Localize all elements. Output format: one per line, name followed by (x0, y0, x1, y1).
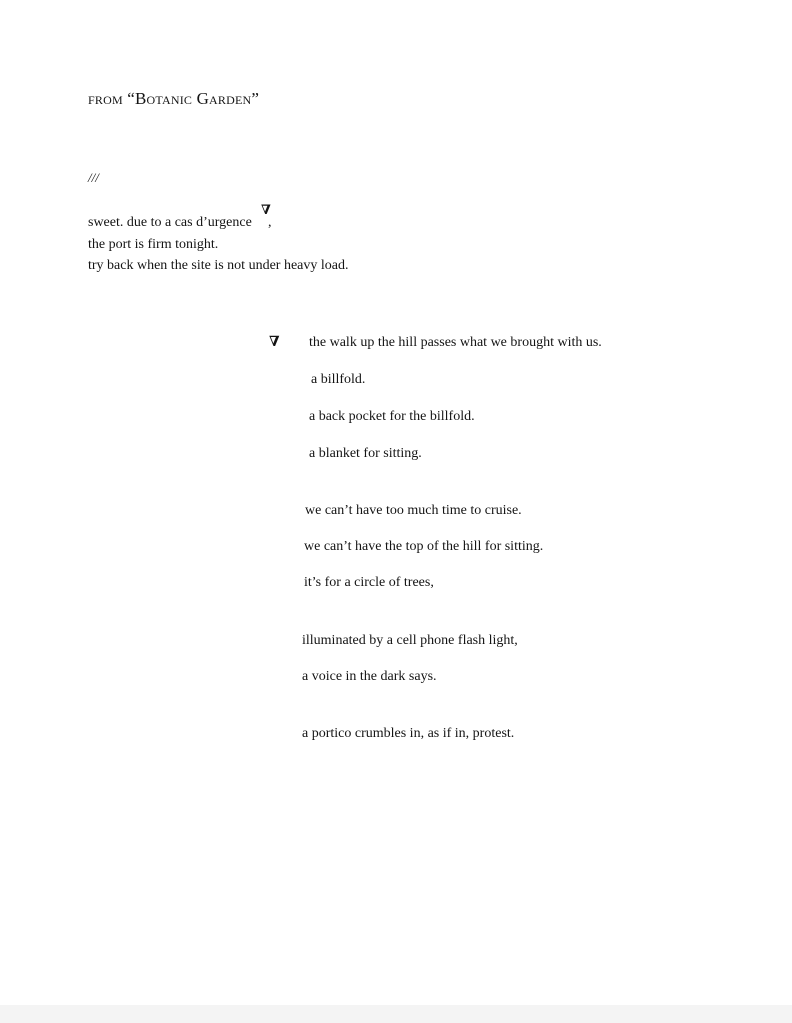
stanza2-line-2: we can’t have the top of the hill for sitting. (304, 539, 544, 554)
stanza1-comma: , (268, 215, 272, 230)
stanza3-line-1: illuminated by a cell phone flash light, (302, 633, 518, 648)
note-line-3: a back pocket for the billfold. (309, 409, 475, 424)
stanza2-line-1: we can’t have too much time to cruise. (305, 503, 522, 518)
nabla-footnote-icon: ∇ (261, 202, 271, 217)
stanza4-line-1: a portico crumbles in, as if in, protest. (302, 726, 515, 741)
stanza1-line-2: the port is firm tonight. (88, 237, 219, 252)
stanza3-line-2: a voice in the dark says. (302, 669, 437, 684)
section-marker: /// (88, 170, 99, 185)
note-line-2: a billfold. (311, 372, 366, 387)
page-bottom-band (0, 1005, 792, 1023)
poem-title: from “Botanic Garden” (88, 89, 260, 108)
stanza2-line-3: it’s for a circle of trees, (304, 575, 434, 590)
note-line-4: a blanket for sitting. (309, 446, 422, 461)
note-line-1: the walk up the hill passes what we brought with us. (309, 335, 602, 350)
stanza1-line-3: try back when the site is not under heavy load. (88, 258, 349, 273)
nabla-note-icon: ∇ (269, 335, 280, 350)
stanza1-line-1: sweet. due to a cas d’urgence (88, 215, 252, 230)
